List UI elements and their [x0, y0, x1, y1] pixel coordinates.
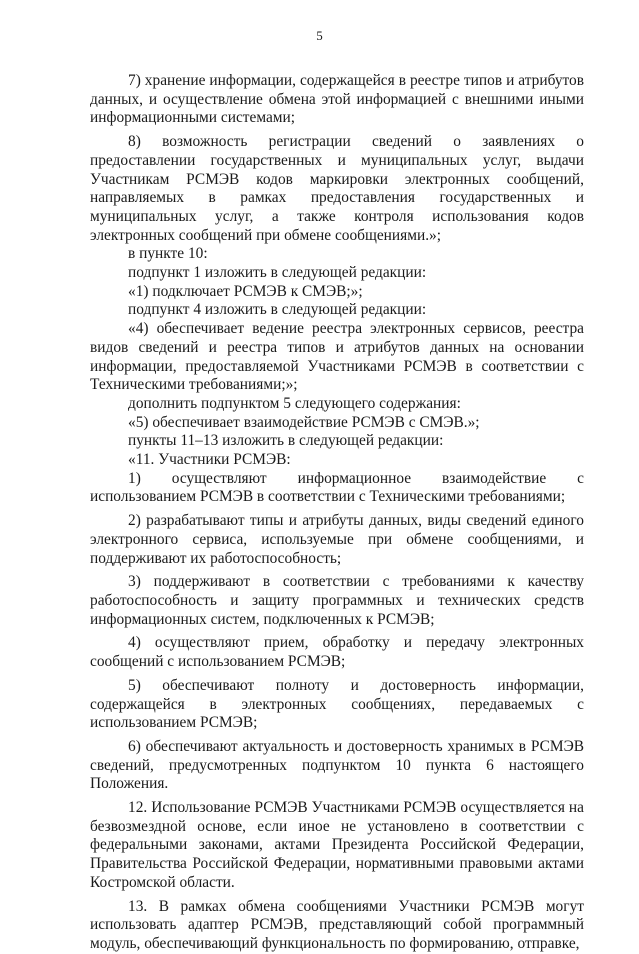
paragraph-11-6: 6) обеспечивают актуальность и достоверность хранимых в РСМЭВ сведений, предусмотренных подпунктом 10 пункта 6 настоящего Положения. — [90, 737, 584, 793]
paragraph-subpoint-4-intro: подпункт 4 изложить в следующей редакции: — [128, 301, 427, 319]
paragraph-subpoint-1-text: «1) подключает РСМЭВ к СМЭВ;»; — [128, 282, 363, 300]
paragraph-subpoint-5-text: «5) обеспечивает взаимодействие РСМЭВ с СМЭВ.»; — [128, 413, 480, 431]
paragraph-11-2: 2) разрабатывают типы и атрибуты данных, виды сведений единого электронного сервиса, используемые при обмене сообщениями, и поддерживают их работоспособность; — [90, 512, 584, 567]
paragraph-item-8: 8) возможность регистрации сведений о заявлениях о предоставлении государственных и муниципальных услуг, выдачи Участникам РСМЭВ кодов маркировки электронных сообщений, направляемых в рамках предоставления государственных и муниципальных услуг, а также контроля использования кодов электронных сообщений при обмене сообщениями.»; — [90, 133, 584, 244]
paragraph-subpoint-1-intro: подпункт 1 изложить в следующей редакции: — [128, 264, 427, 282]
paragraph-11-1: 1) осуществляют информационное взаимодействие с использованием РСМЭВ в соответствии с Техническими требованиями; — [90, 469, 584, 506]
paragraph-points-11-13-intro: пункты 11–13 изложить в следующей редакции: — [128, 432, 444, 450]
document-body — [90, 72, 584, 954]
paragraph-11-3: 3) поддерживают в соответствии с требованиями к качеству работоспособность и защиту программных и технических средств информационных систем, подключенных к РСМЭВ; — [90, 573, 584, 628]
paragraph-subpoint-5-intro: дополнить подпунктом 5 следующего содержания: — [128, 394, 461, 412]
paragraph-point-13: 13. В рамках обмена сообщениями Участники РСМЭВ могут использовать адаптер РСМЭВ, представляющий собой программный модуль, обеспечивающий функциональность по формированию, отправке, — [90, 897, 584, 952]
paragraph-11-4: 4) осуществляют прием, обработку и передачу электронных сообщений с использованием РСМЭВ; — [90, 634, 584, 671]
paragraph-point-10: в пункте 10: — [128, 245, 208, 263]
paragraph-point-12: 12. Использование РСМЭВ Участниками РСМЭВ осуществляется на безвозмездной основе, если иное не установлено в соответствии с федеральными законами, актами Президента Российской Федерации, Правительства Российской Федерации, нормативными правовыми актами Костромской области. — [90, 799, 584, 891]
page-number: 5 — [316, 28, 323, 43]
paragraph-subpoint-4-text: «4) обеспечивает ведение реестра электронных сервисов, реестра видов сведений и реестра типов и атрибутов данных на основании информации, предоставляемой Участниками РСМЭВ в соответствии с Техническими требованиями;»; — [90, 320, 584, 394]
paragraph-11-5: 5) обеспечивают полноту и достоверность информации, содержащейся в электронных сообщениях, передаваемых с использованием РСМЭВ; — [90, 676, 584, 732]
paragraph-point-11-heading: «11. Участники РСМЭВ: — [128, 451, 291, 469]
paragraph-item-7: 7) хранение информации, содержащейся в реестре типов и атрибутов данных, и осуществление обмена этой информацией с внешними иными информационными системами; — [90, 72, 584, 127]
